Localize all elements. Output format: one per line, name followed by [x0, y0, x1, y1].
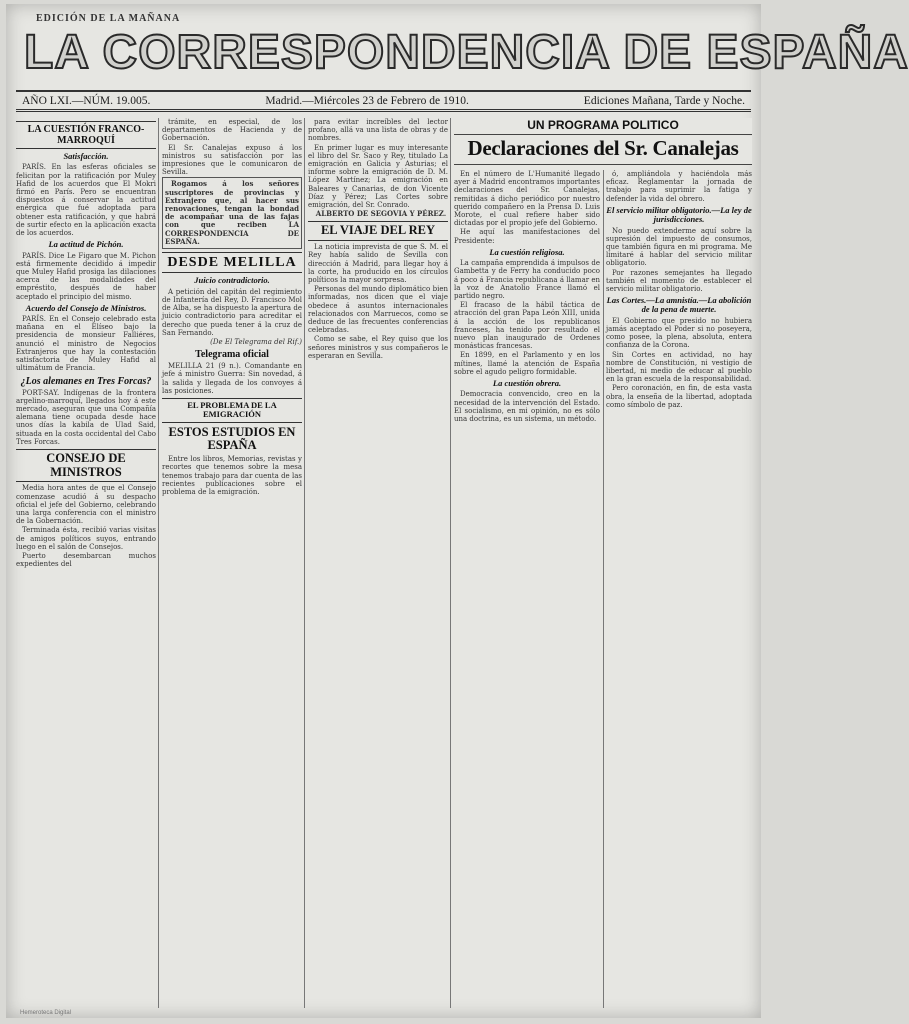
- article-paragraph: Entre los libros, Memorias, revistas y recortes que tenemos sobre la mesa tenemos trabajo para dar cuenta de las recientes publicaciones sobre el problema de la emigración.: [162, 455, 302, 497]
- column-1: [16, 118, 156, 1012]
- headline-franco-marroqui: LA CUESTIÓN FRANCO-MARROQUÍ: [16, 121, 156, 149]
- article-paragraph: No puedo extenderme aquí sobre la supresión del impuesto de consumos, que también figura en mi programa. Me limitaré á hablar del servicio militar obligatorio.: [606, 226, 752, 268]
- article-paragraph: para evitar increíbles del lector profano, allá va una lista de obras y de nombres.: [308, 118, 448, 143]
- article-paragraph: Como se sabe, el Rey quiso que los señores ministros y sus compañeros le esperaran en Sevilla.: [308, 335, 448, 360]
- article-paragraph: PARÍS. En el Consejo celebrado esta mañana en el Elíseo bajo la presidencia de monsieur Falliéres, anunció el ministro de Negocios Extranjeros que hay la contestación satisfactoria de Muley Hafid al ultimátum de Francia.: [16, 315, 156, 373]
- article-paragraph: Terminada ésta, recibió varias visitas de amigos políticos suyos, entrando luego en el salón de Consejos.: [16, 526, 156, 551]
- column-4: [454, 170, 600, 1012]
- article-signature: (De El Telegrama del Rif.): [210, 338, 302, 346]
- article-paragraph: En el número de L'Humanité llegado ayer á Madrid encontramos importantes declaraciones del Sr. Canalejas, remitidas á dicho periódico por nuestro querido compañero en la Prensa D. Luis Morote, el cual refiere haber sido dictadas por el propio jefe del Gobierno.: [454, 170, 600, 228]
- column-5: [606, 170, 752, 1012]
- headline-telegrama: Telegrama oficial: [195, 349, 269, 361]
- article-paragraph: PARÍS. En las esferas oficiales se felicitan por la ratificación por Muley Hafid de los acuerdos que El Mokri firmó en París. Pero se encuentran dispuestos á conservar la actitud enérgica que fué adoptada para obtener esta ratificación, y que habrá de surtir efecto en la aplicación exacta de los acuerdos.: [16, 163, 156, 237]
- article-paragraph: Personas del mundo diplomático bien informadas, nos dicen que el viaje obedece á asuntos internacionales relacionados con Marruecos, como se deduce de las frecuentes conferencias celebradas.: [308, 285, 448, 335]
- article-paragraph: El fracaso de la hábil táctica de atracción del gran Papa León XIII, unida á la acción de los republicanos franceses, ha tenido por resultado el nuevo plan inaugurado de Ordenes monásticas francesas.: [454, 301, 600, 351]
- column-rule: [158, 118, 159, 1008]
- article-signature: ALBERTO DE SEGOVIA Y PÉREZ.: [315, 209, 447, 219]
- article-paragraph: Puerto desembarcan muchos expedientes del: [16, 552, 156, 569]
- subhead: La cuestión obrera.: [492, 378, 562, 389]
- article-paragraph: A petición del capitán del regimiento de Infantería del Rey, D. Francisco Mol de Alba, se ha dispuesto la apertura de juicio contradictorio para acreditar el derecho que pueda tener á la cruz de San Fernando.: [162, 287, 302, 337]
- headline-alemanes: ¿Los alemanes en Tres Forcas?: [20, 375, 152, 387]
- article-paragraph: PORT-SAY. Indígenas de la frontera argelino-marroquí, llegados hoy á este mercado, aseguran que una Compañía alemana tiene ocupada desde hace unos días la kabila de Ulad Said, situada en la costa occidental del Cabo Tres Forcas.: [16, 388, 156, 446]
- column-2: [162, 118, 302, 1012]
- editions-label: Ediciones Mañana, Tarde y Noche.: [583, 94, 745, 107]
- headline-consejo: CONSEJO DE MINISTROS: [16, 449, 156, 483]
- dateline: [16, 90, 751, 112]
- article-paragraph: La campaña emprendida á impulsos de Gambetta y de Ferry ha conducido poco á poco á Francia republicana á llamar en la voz de Anatolio France llamó el partido negro.: [454, 259, 600, 300]
- issue-date: Madrid.—Miércoles 23 de Febrero de 1910.: [265, 94, 469, 107]
- article-paragraph: Democracia convencido, creo en la necesidad de la intervención del Estado. El socialismo, en mi opinión, no es sólo una doctrina, es un sistema, un método.: [454, 390, 600, 423]
- article-paragraph: El Gobierno que presido no hubiera jamás aceptado el Poder si no poseyera, como posee, la plena, absoluta, entera confianza de la Corona.: [606, 316, 752, 350]
- column-rule: [603, 170, 604, 1008]
- subhead: Acuerdo del Consejo de Ministros.: [25, 302, 147, 313]
- article-paragraph: trámite, en especial, de los departamentos de Hacienda y de Gobernación.: [162, 118, 302, 143]
- article-paragraph: El Sr. Canalejas expuso á los ministros su satisfacción por las impresiones que le comunicaron de Sevilla.: [162, 143, 302, 177]
- article-paragraph: MELILLA 21 (9 n.). Comandante en jefe á ministro Guerra: Sin novedad, á la salida y llegada de los convoyes á las posiciones.: [162, 362, 302, 395]
- subhead: La cuestión religiosa.: [489, 246, 565, 257]
- subhead: El servicio militar obligatorio.—La ley de jurisdicciones.: [606, 204, 752, 225]
- lead-headline: Declaraciones del Sr. Canalejas: [454, 136, 752, 165]
- article-paragraph: Sin Cortes en actividad, no hay nombre de Constitución, ni vestigio de libertad, ni medio de educar al pueblo en la gran escuela de la responsabilidad.: [606, 350, 752, 384]
- subscriber-notice: Rogamos á los señores suscriptores de provincias y Extranjero que, al hacer sus renovaciones, tengan la bondad de acompañar una de las fajas con que reciben LA CORRESPONDENCIA DE ESPAÑA.: [162, 177, 302, 249]
- subhead: Satisfacción.: [63, 151, 109, 161]
- subhead: Las Cortes.—La amnistía.—La abolición de la pena de muerte.: [606, 295, 752, 315]
- article-paragraph: La noticia imprevista de que S. M. el Rey había salido de Sevilla con dirección á Madrid, para llegar hoy á la corte, ha producido en los círculos políticos la mayor sorpresa.: [308, 243, 448, 284]
- masthead-title: LA CORRESPONDENCIA DE ESPAÑA: [24, 26, 909, 79]
- archive-watermark: Hemeroteca Digital: [20, 1010, 72, 1016]
- headline-estudios: ESTOS ESTUDIOS EN ESPAÑA: [168, 424, 296, 453]
- article-paragraph: Pero coronación, en fin, de esta vasta obra, la enseña de la libertad, adoptada como símbolo de paz.: [606, 384, 752, 409]
- headline-viaje-rey: EL VIAJE DEL REY: [308, 221, 448, 241]
- headline-emigracion: EL PROBLEMA DE LA EMIGRACIÓN: [162, 398, 302, 423]
- article-paragraph: Media hora antes de que el Consejo comenzase acudió á su despacho oficial el jefe del Gobierno, celebrando una larga conferencia con el ministro de la Gobernación.: [16, 484, 156, 526]
- column-rule: [450, 118, 451, 1008]
- subhead: La actitud de Pichón.: [48, 239, 124, 250]
- column-3: [308, 118, 448, 1012]
- article-paragraph: En primer lugar es muy interesante el libro del Sr. Saco y Rey, titulado La emigración en Galicia y Asturias; el informe sobre la emigración de D. M. López Martínez; La emigración en Baleares y Canarias, de don Vicente Díaz y Pérez; Las Cortes sobre emigración, del Sr. Conrado.: [308, 143, 448, 210]
- article-paragraph: PARÍS. Dice Le Figaro que M. Pichon está firmemente decidido á impedir que Muley Hafid prosiga las dilaciones acerca de las modalidades del empréstito, después de haber aceptado el principio del mismo.: [16, 251, 156, 301]
- lead-kicker: UN PROGRAMA POLITICO: [454, 118, 752, 135]
- newspaper-page: [6, 4, 909, 1018]
- subhead: Juicio contradictorio.: [194, 275, 270, 286]
- article-paragraph: En 1899, en el Parlamento y en los mítines, llamé la atención de España sobre el agudo peligro formidable.: [454, 351, 600, 376]
- column-rule: [304, 118, 305, 1008]
- article-paragraph: He aquí las manifestaciones del Presidente:: [454, 228, 600, 245]
- article-paragraph: Por razones semejantes ha llegado también el momento de establecer el servicio militar obligatorio.: [606, 268, 752, 293]
- issue-number: AÑO LXI.—NÚM. 19.005.: [22, 94, 151, 107]
- article-paragraph: ó, ampliándola y haciéndola más eficaz. Reglamentar la jornada de trabajo para suprimir la fatiga y defender la vida del obrero.: [606, 170, 752, 203]
- edition-label: EDICIÓN DE LA MAÑANA: [36, 13, 181, 24]
- headline-desde-melilla: DESDE MELILLA: [162, 252, 302, 273]
